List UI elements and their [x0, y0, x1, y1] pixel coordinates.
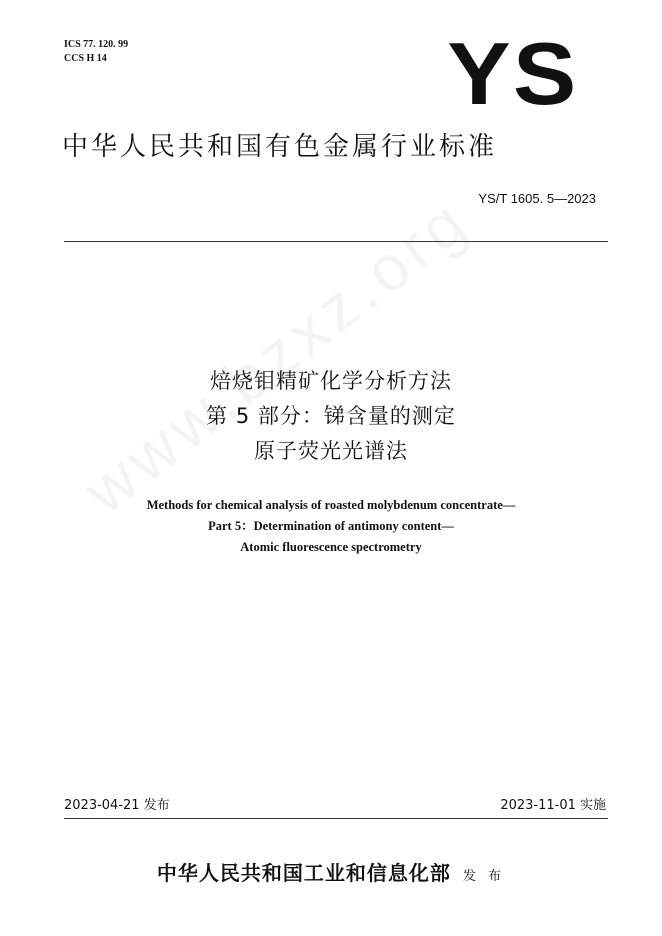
english-title-line-3: Atomic fluorescence spectrometry — [240, 540, 422, 554]
ics-code: ICS 77. 120. 99 — [64, 39, 129, 50]
watermark — [70, 183, 483, 529]
english-title — [0, 495, 662, 558]
chinese-title-line-3: 原子荧光光谱法 — [254, 439, 408, 463]
issuer — [0, 857, 662, 886]
english-title-line-1: Methods for chemical analysis of roasted molybdenum concentrate— — [146, 498, 516, 512]
industry-standard-heading: 中华人民共和国有色金属行业标准 — [62, 132, 498, 162]
implementation-date: 2023-11-01 实施 — [500, 798, 606, 813]
classification-codes — [64, 38, 128, 66]
ys-logo: YS — [446, 24, 578, 123]
bottom-divider — [64, 818, 608, 819]
issuer-name: 中华人民共和国工业和信息化部 — [156, 861, 451, 885]
issuer-verb: 发 布 — [462, 869, 506, 884]
chinese-title-line-1: 焙烧钼精矿化学分析方法 — [210, 369, 452, 393]
chinese-title — [0, 364, 662, 469]
ccs-code: CCS H 14 — [64, 53, 107, 64]
english-title-line-2: Part 5：Determination of antimony content— — [208, 519, 454, 533]
top-divider — [64, 241, 608, 242]
standard-number: YS/T 1605. 5—2023 — [478, 191, 596, 206]
issue-date: 2023-04-21 发布 — [64, 798, 170, 813]
chinese-title-line-2: 第 5 部分：锑含量的测定 — [206, 404, 456, 428]
